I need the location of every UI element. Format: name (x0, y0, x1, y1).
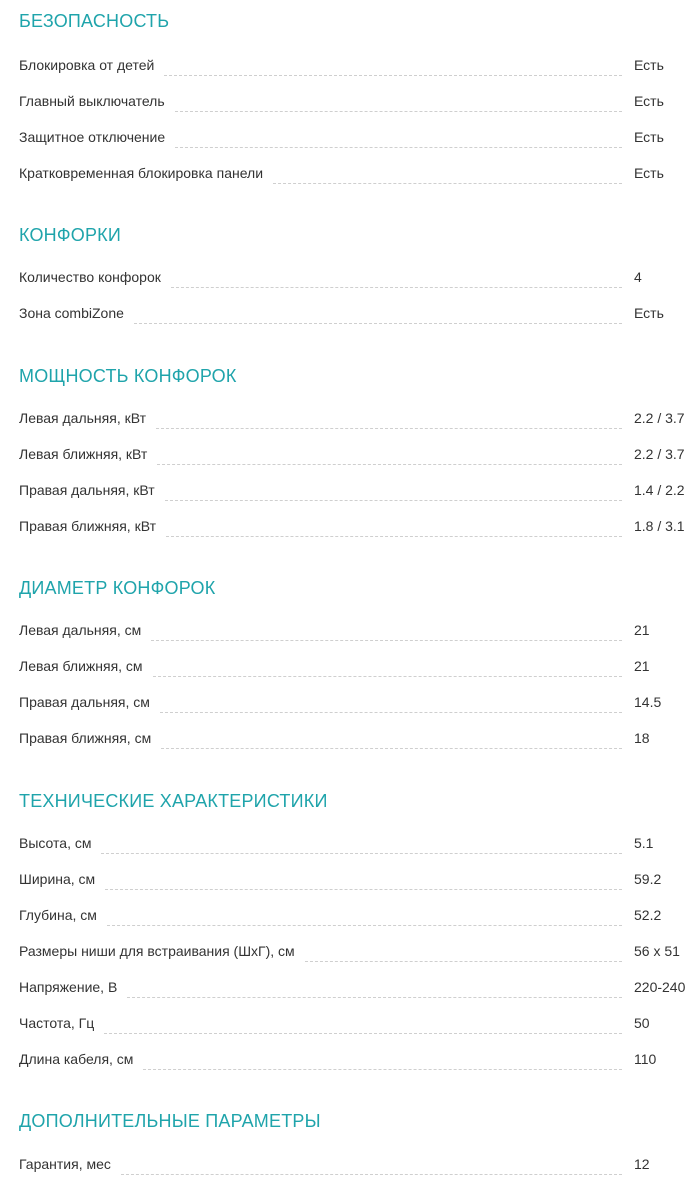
dotted-leader (127, 985, 622, 998)
spec-row (19, 165, 697, 185)
spec-value: Есть (634, 93, 664, 109)
section-title-tech-specs: ТЕХНИЧЕСКИЕ ХАРАКТЕРИСТИКИ (19, 791, 328, 811)
spec-row (19, 907, 697, 927)
spec-label: Защитное отключение (19, 129, 166, 145)
spec-row (19, 871, 697, 891)
spec-label: Левая ближняя, см (19, 658, 143, 674)
spec-row (19, 93, 697, 113)
spec-row (19, 1051, 697, 1071)
spec-value: 1.8 / 3.1 (634, 518, 685, 534)
spec-value: 18 (634, 730, 650, 746)
dotted-leader (160, 700, 622, 713)
spec-row (19, 658, 697, 678)
spec-label: Правая дальняя, см (19, 694, 150, 710)
spec-value: 50 (634, 1015, 650, 1031)
section-title-safety: БЕЗОПАСНОСТЬ (19, 11, 170, 31)
spec-value: Есть (634, 165, 664, 181)
spec-label: Размеры ниши для встраивания (ШхГ), см (19, 943, 295, 959)
spec-row (19, 1156, 697, 1176)
spec-label: Зона combiZone (19, 305, 124, 321)
spec-label: Блокировка от детей (19, 57, 155, 73)
section-title-burner-diameter: ДИАМЕТР КОНФОРОК (19, 578, 216, 598)
dotted-leader (166, 524, 622, 537)
dotted-leader (151, 628, 622, 641)
spec-value: 1.4 / 2.2 (634, 482, 685, 498)
dotted-leader (107, 913, 622, 926)
spec-row (19, 943, 697, 963)
spec-row (19, 518, 697, 538)
spec-value: 4 (634, 269, 642, 285)
spec-value: 21 (634, 658, 650, 674)
spec-row (19, 129, 697, 149)
spec-label: Напряжение, В (19, 979, 118, 995)
spec-value: 59.2 (634, 871, 662, 887)
section-title-burners: КОНФОРКИ (19, 225, 121, 245)
spec-row (19, 269, 697, 289)
dotted-leader (164, 63, 622, 76)
spec-value: Есть (634, 305, 664, 321)
dotted-leader (165, 488, 622, 501)
spec-value: Есть (634, 129, 664, 145)
spec-label: Ширина, см (19, 871, 96, 887)
dotted-leader (175, 99, 622, 112)
spec-value: 56 x 51 (634, 943, 680, 959)
spec-value: 2.2 / 3.7 (634, 410, 685, 426)
spec-value: 52.2 (634, 907, 662, 923)
dotted-leader (134, 311, 622, 324)
spec-label: Левая ближняя, кВт (19, 446, 148, 462)
dotted-leader (305, 949, 622, 962)
dotted-leader (157, 452, 622, 465)
spec-value: 110 (634, 1051, 657, 1067)
dotted-leader (161, 736, 622, 749)
spec-label: Правая дальняя, кВт (19, 482, 155, 498)
spec-label: Гарантия, мес (19, 1156, 111, 1172)
dotted-leader (273, 171, 622, 184)
spec-value: 21 (634, 622, 650, 638)
spec-row (19, 979, 697, 999)
spec-label: Правая ближняя, кВт (19, 518, 156, 534)
spec-row (19, 446, 697, 466)
dotted-leader (143, 1057, 622, 1070)
spec-label: Глубина, см (19, 907, 97, 923)
section-title-burner-power: МОЩНОСТЬ КОНФОРОК (19, 366, 237, 386)
spec-row (19, 1015, 697, 1035)
section-title-additional: ДОПОЛНИТЕЛЬНЫЕ ПАРАМЕТРЫ (19, 1111, 321, 1131)
spec-value: Есть (634, 57, 664, 73)
spec-value: 12 (634, 1156, 650, 1172)
spec-label: Правая ближняя, см (19, 730, 152, 746)
spec-label: Главный выключатель (19, 93, 165, 109)
spec-row (19, 622, 697, 642)
spec-row (19, 694, 697, 714)
spec-row (19, 482, 697, 502)
spec-label: Длина кабеля, см (19, 1051, 134, 1067)
dotted-leader (175, 135, 622, 148)
spec-label: Левая дальняя, см (19, 622, 142, 638)
spec-row (19, 730, 697, 750)
spec-label: Высота, см (19, 835, 92, 851)
spec-value: 2.2 / 3.7 (634, 446, 685, 462)
spec-row (19, 305, 697, 325)
spec-row (19, 57, 697, 77)
dotted-leader (153, 664, 622, 677)
spec-row (19, 410, 697, 430)
spec-label: Количество конфорок (19, 269, 161, 285)
dotted-leader (104, 1021, 622, 1034)
spec-label: Левая дальняя, кВт (19, 410, 147, 426)
dotted-leader (121, 1162, 622, 1175)
dotted-leader (171, 275, 622, 288)
dotted-leader (105, 877, 622, 890)
dotted-leader (156, 416, 622, 429)
spec-row (19, 835, 697, 855)
spec-value: 220-240 (634, 979, 686, 995)
spec-label: Кратковременная блокировка панели (19, 165, 264, 181)
spec-label: Частота, Гц (19, 1015, 95, 1031)
spec-value: 14.5 (634, 694, 662, 710)
dotted-leader (101, 841, 622, 854)
spec-value: 5.1 (634, 835, 654, 851)
